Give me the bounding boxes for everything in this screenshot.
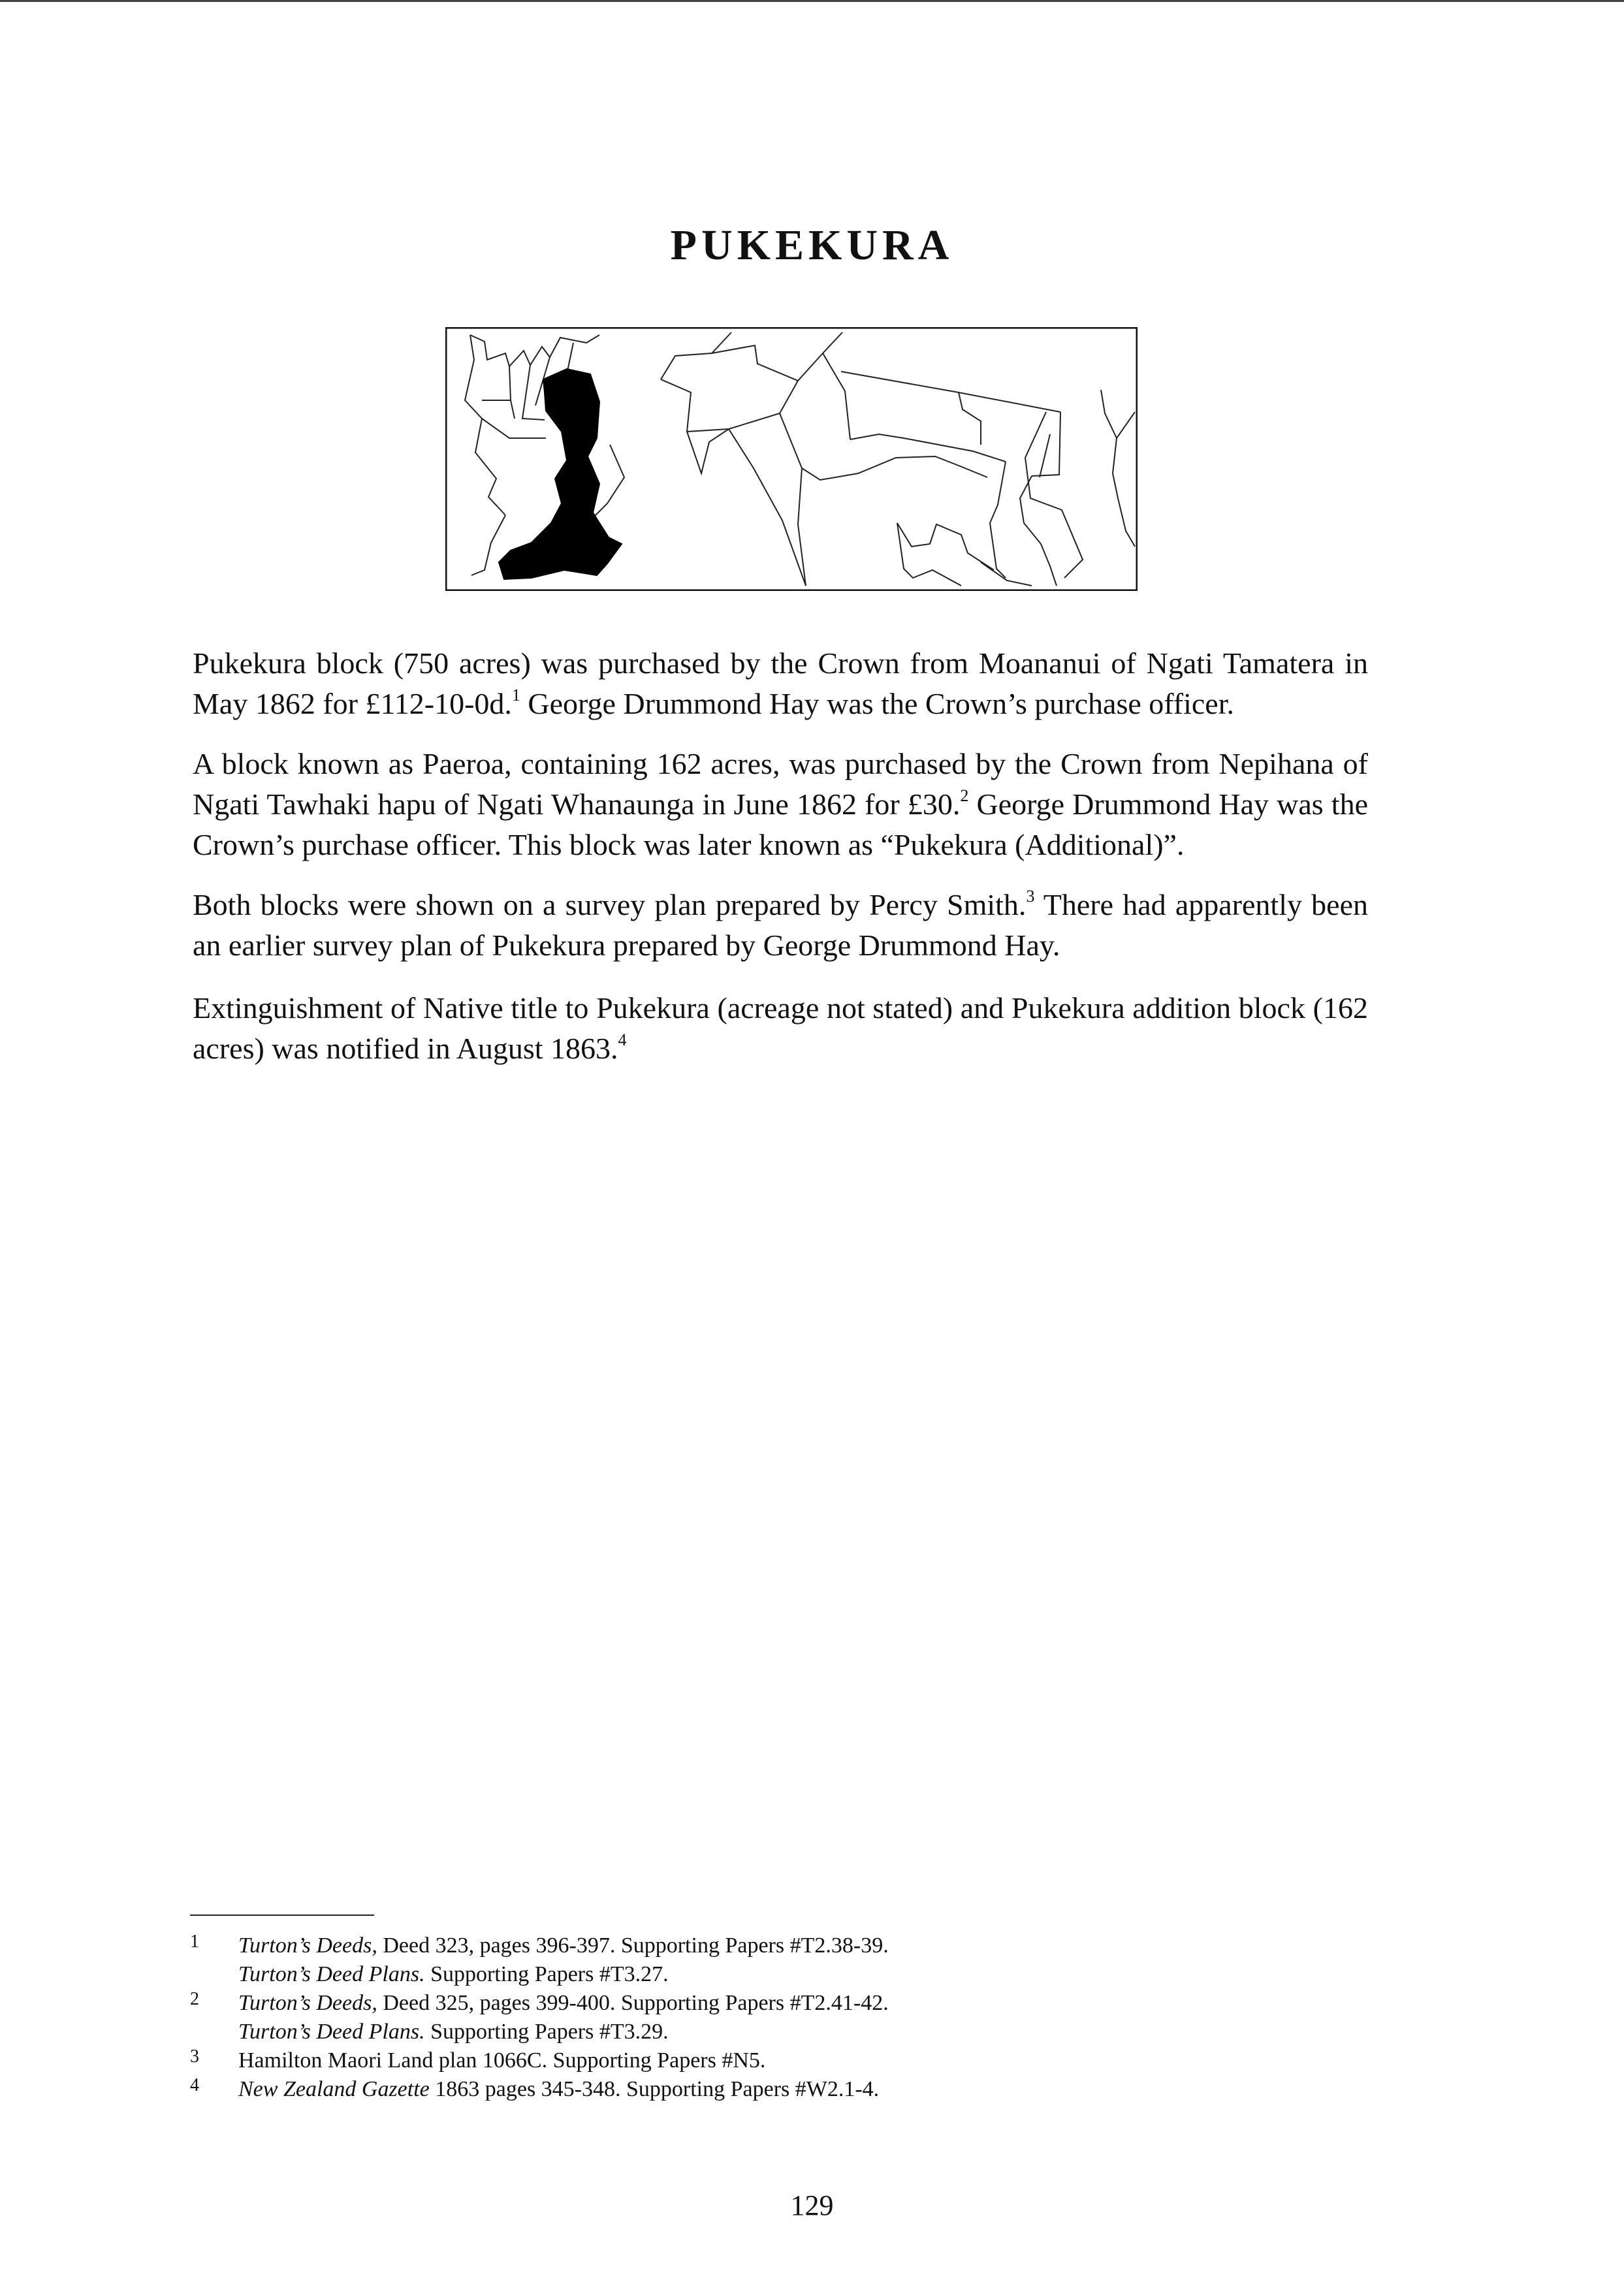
- footnote-text: [238, 1931, 1235, 1960]
- paragraph-text: [193, 643, 1368, 724]
- paragraph-2: [193, 744, 1368, 865]
- pukekura-block-highlight: [499, 369, 622, 579]
- map-boundary: [482, 400, 515, 419]
- footnote-segment: Deed 323, pages 396-397. Supporting Papers #T2.38-39.: [377, 1933, 889, 1958]
- paragraph-text: [193, 744, 1368, 865]
- footnote-line: [190, 1931, 1235, 1960]
- footnote-title: Turton’s Deed Plans.: [238, 1962, 425, 1986]
- footnote-number: 3: [190, 2046, 199, 2067]
- footnote-title: Turton’s Deeds,: [238, 1933, 377, 1958]
- footnote-segment: Supporting Papers #T3.27.: [424, 1962, 669, 1986]
- paragraph-text: [193, 885, 1368, 966]
- footnote-marker: 1: [511, 685, 520, 705]
- footnote-segment: Deed 325, pages 399-400. Supporting Papers #T2.41-42.: [377, 1991, 889, 2015]
- map-boundary: [470, 335, 599, 366]
- footnote-segment: Supporting Papers #T3.29.: [424, 2020, 669, 2044]
- paragraph-segment: Pukekura block (750 acres) was purchased by the Crown from Moananui of Ngati Tamatera in May 1862 for £112-10-0d.: [193, 646, 1368, 720]
- map-boundary: [897, 523, 961, 586]
- map-boundary: [522, 365, 545, 420]
- footnote-separator: [190, 1915, 374, 1916]
- location-map: [445, 327, 1138, 591]
- map-boundary: [802, 456, 987, 480]
- footnote-marker: 3: [1026, 886, 1035, 906]
- footnote-text: [238, 1960, 1235, 1989]
- footnote-line: [190, 2075, 1235, 2104]
- scan-edge-line: [0, 0, 1624, 2]
- paragraph-segment: There had apparently been an earlier survey plan of Pukekura prepared by George Drummond Hay.: [193, 888, 1368, 962]
- footnote-line: [190, 2046, 1235, 2075]
- footnotes: [190, 1931, 1235, 2104]
- paragraph-1: [193, 643, 1368, 724]
- map-boundary: [661, 332, 731, 379]
- paragraph-4: [193, 988, 1368, 1069]
- map-boundary: [959, 392, 981, 445]
- footnote-marker: 2: [960, 786, 969, 805]
- paragraph-segment: Both blocks were shown on a survey plan prepared by Percy Smith.: [193, 888, 1027, 921]
- map-boundary: [981, 562, 1032, 586]
- map-boundary: [729, 429, 806, 586]
- paragraph-segment: A block known as Paeroa, containing 162 acres, was purchased by the Crown from Nepihana of Ngati Tawhaki hapu of Ngati Whanaunga in June 1862 for £30.: [193, 747, 1368, 821]
- map-boundary: [1113, 412, 1135, 547]
- paragraph-segment: George Drummond Hay was the Crown’s purchase officer. This block was later known as “Pukekura (Additional)”.: [193, 787, 1369, 861]
- map-boundary: [465, 335, 505, 515]
- footnote-marker: 4: [618, 1030, 627, 1049]
- footnote-line: [190, 1960, 1235, 1989]
- footnote-text: [238, 2018, 1235, 2046]
- paragraph-segment: George Drummond Hay was the Crown’s purchase officer.: [520, 687, 1234, 720]
- map-boundary: [509, 366, 511, 400]
- paragraph-segment: Extinguishment of Native title to Pukekura (acreage not stated) and Pukekura addition block (162 acres) was notified in August 1863.: [193, 991, 1368, 1065]
- map-boundary: [687, 381, 798, 473]
- map-boundary: [990, 462, 1006, 578]
- map-boundary: [823, 353, 850, 439]
- map-boundary: [1025, 412, 1083, 578]
- map-boundary: [1101, 390, 1117, 438]
- footnote-line: [190, 2018, 1235, 2046]
- footnote-number: 2: [190, 1989, 199, 2009]
- footnote-line: [190, 1989, 1235, 2018]
- map-boundary: [1032, 412, 1060, 476]
- map-boundary: [841, 372, 1060, 412]
- footnote-segment: 1863 pages 345-348. Supporting Papers #W2.1-4.: [429, 2077, 880, 2101]
- paragraph-text: [193, 988, 1368, 1069]
- page-number: 129: [790, 2189, 834, 2221]
- map-boundary: [780, 413, 806, 586]
- footnote-segment: Hamilton Maori Land plan 1066C. Supporting Papers #N5.: [238, 2048, 766, 2073]
- footnote-number: 4: [190, 2075, 199, 2095]
- paragraph-3: [193, 885, 1368, 966]
- map-boundary: [850, 434, 1006, 462]
- map-boundary: [712, 332, 842, 381]
- page-title: PUKEKURA: [670, 221, 954, 269]
- footnote-text: [238, 1989, 1235, 2018]
- map-boundary: [897, 523, 994, 570]
- map-boundary: [1040, 434, 1050, 477]
- footnote-title: New Zealand Gazette: [238, 2077, 430, 2101]
- map-boundary: [482, 419, 546, 438]
- footnote-title: Turton’s Deed Plans.: [238, 2020, 425, 2044]
- map-boundary: [1020, 476, 1057, 586]
- map-boundary: [661, 379, 729, 432]
- footnote-text: [238, 2075, 1235, 2104]
- footnote-number: 1: [190, 1931, 199, 1952]
- footnote-title: Turton’s Deeds,: [238, 1991, 377, 2015]
- footnote-text: [238, 2046, 1235, 2075]
